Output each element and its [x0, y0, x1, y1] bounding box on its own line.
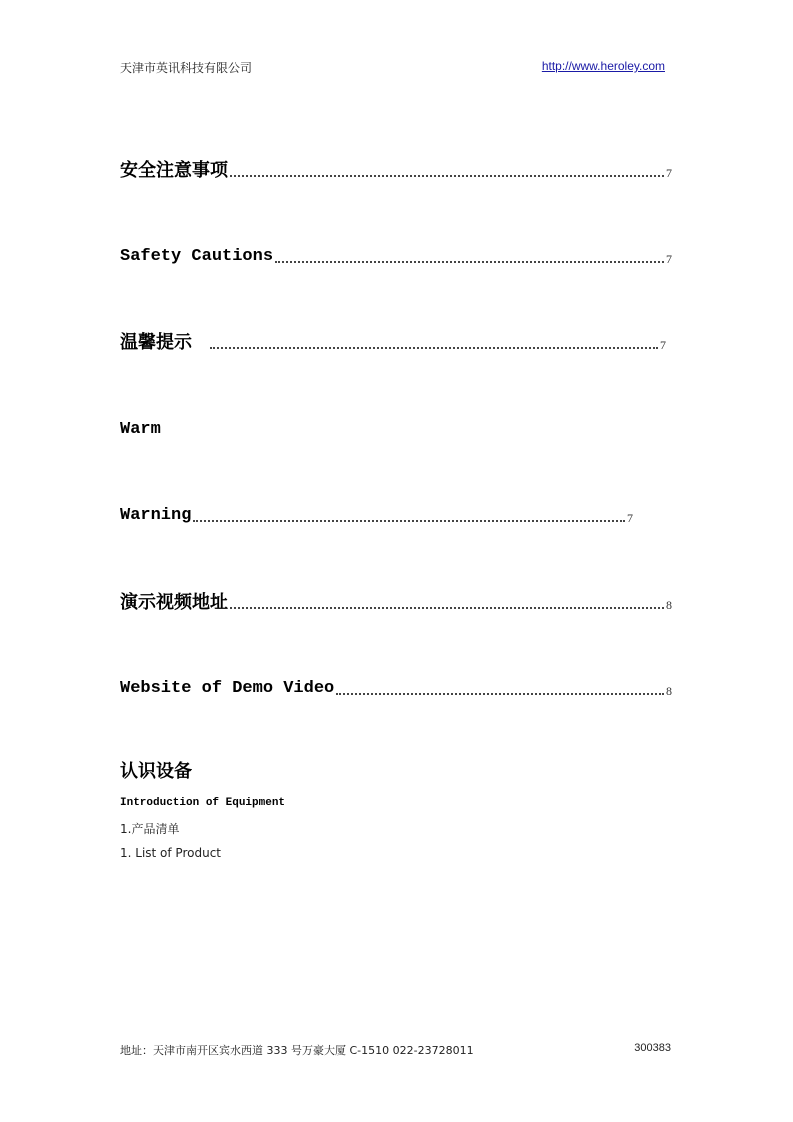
product-list-heading-cn: 1.产品清单 [120, 822, 180, 836]
toc-entry-safety-en[interactable] [120, 246, 672, 268]
toc-leader [230, 175, 664, 177]
toc-leader [210, 347, 658, 349]
toc-page-number: 8 [666, 598, 672, 612]
toc-page-number: 7 [666, 252, 672, 266]
footer-address: 地址：天津市南开区宾水西道 333 号万豪大厦 C-1510 022-23728011 [120, 1044, 474, 1057]
section-heading: 认识设备 [120, 761, 192, 782]
toc-entry-demo-cn[interactable] [120, 592, 672, 614]
toc-page-number: 7 [660, 338, 666, 352]
company-name: 天津市英讯科技有限公司 [120, 61, 253, 75]
toc-title: Website of Demo Video [120, 679, 335, 698]
toc-title: 温馨提示 [120, 332, 192, 353]
toc-entry-warm[interactable] [120, 419, 161, 441]
toc-leader [230, 607, 664, 609]
toc-entry-demo-en[interactable] [120, 678, 672, 700]
footer-postcode: 300383 [634, 1042, 671, 1054]
toc-title: Warning [120, 506, 192, 525]
toc-title: Safety Cautions [120, 247, 274, 266]
toc-title: 安全注意事项 [120, 160, 228, 181]
toc-leader [275, 261, 664, 263]
toc-page-number: 7 [666, 166, 672, 180]
toc-leader [193, 520, 625, 522]
product-list-heading-en: 1. List of Product [120, 846, 221, 860]
section-subheading: Introduction of Equipment [120, 797, 286, 809]
toc-title: Warm [120, 420, 161, 439]
toc-page-number: 7 [627, 511, 633, 525]
toc-entry-warning[interactable] [120, 505, 633, 527]
toc-page-number: 8 [666, 684, 672, 698]
toc-leader [336, 693, 664, 695]
toc-entry-tips-cn[interactable] [120, 332, 666, 354]
toc-entry-safety-cn[interactable] [120, 160, 672, 182]
toc-title: 演示视频地址 [120, 592, 228, 613]
website-link[interactable]: http://www.heroley.com [541, 59, 665, 73]
